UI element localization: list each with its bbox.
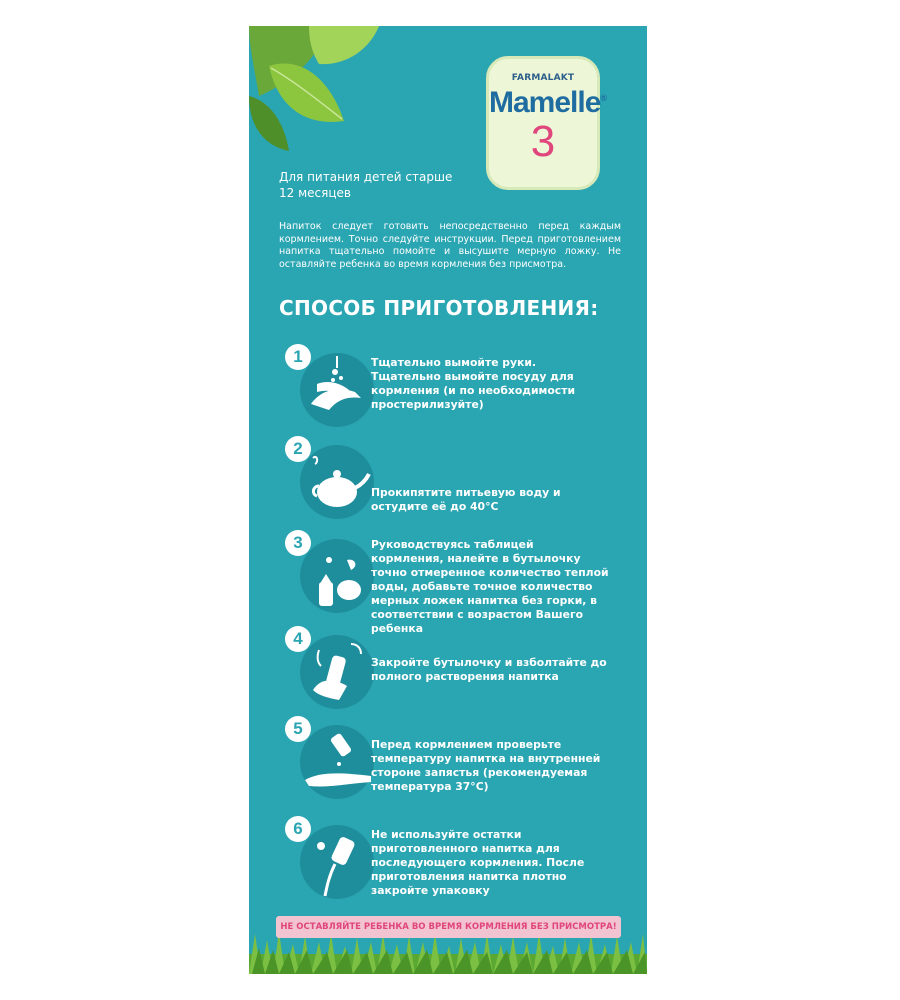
mamelle-logo — [486, 56, 607, 190]
step-text: Перед кормлением проверьте температуру напитка на внутренней стороне запястья (рекомендуемая температура 37°С) — [371, 738, 601, 793]
age-text: Для питания детей старше 12 месяцев — [279, 170, 453, 200]
leaves-decoration — [249, 26, 379, 156]
step-text: Закройте бутылочку и взболтайте до полного растворения напитка — [371, 656, 607, 683]
step-6 — [279, 816, 629, 896]
step-1 — [279, 344, 629, 424]
step-text: Прокипятите питьевую воду и остудите её до 40°С — [371, 486, 561, 513]
step-number: 5 — [285, 716, 311, 742]
step-number: 3 — [285, 530, 311, 556]
step-number: 6 — [285, 816, 311, 842]
step-number: 2 — [285, 436, 311, 462]
pour-out-icon — [299, 824, 375, 900]
step-4 — [279, 626, 629, 706]
step-2 — [279, 436, 629, 516]
step-3 — [279, 530, 629, 635]
shake-bottle-icon — [299, 634, 375, 710]
method-title: СПОСОБ ПРИГОТОВЛЕНИЯ: — [279, 296, 599, 320]
step-text: Руководствуясь таблицей кормления, налейте в бутылочку точно отмеренное количество теплой воды, добавьте точное количество мерных ложек напитка без горки, в соответствии с возрастом Вашего ребенка — [371, 538, 609, 635]
logo-registered: ® — [600, 93, 607, 103]
step-text: Тщательно вымойте руки. Тщательно вымойте посуду для кормления (и по необходимости простерилизуйте) — [371, 356, 576, 411]
package-panel — [249, 26, 647, 974]
logo-name-text: Mamelle — [489, 86, 601, 119]
warning-banner: НЕ ОСТАВЛЯЙТЕ РЕБЕНКА ВО ВРЕМЯ КОРМЛЕНИЯ БЕЗ ПРИСМОТРА! — [276, 916, 621, 938]
wrist-test-icon — [299, 724, 375, 800]
logo-name — [489, 83, 607, 119]
logo-number: 3 — [530, 117, 556, 166]
step-5 — [279, 716, 629, 796]
step-text: Не используйте остатки приготовленного напитка для последующего кормления. После приготовления напитка плотно закройте упаковку — [371, 828, 585, 897]
step-number: 4 — [285, 626, 311, 652]
logo-brand: FARMALAKT — [511, 73, 575, 83]
intro-text: Напиток следует готовить непосредственно перед каждым кормлением. Точно следуйте инструкции. Перед приготовлением напитка тщательно помойте и высушите мерную ложку. Не оставляйте ребенка во время кормления без присмотра. — [279, 221, 621, 270]
bottle-fill-icon — [299, 538, 375, 614]
grass-decoration — [249, 904, 647, 974]
step-number: 1 — [285, 344, 311, 370]
hand-washing-icon — [299, 352, 375, 428]
kettle-icon — [299, 444, 375, 520]
